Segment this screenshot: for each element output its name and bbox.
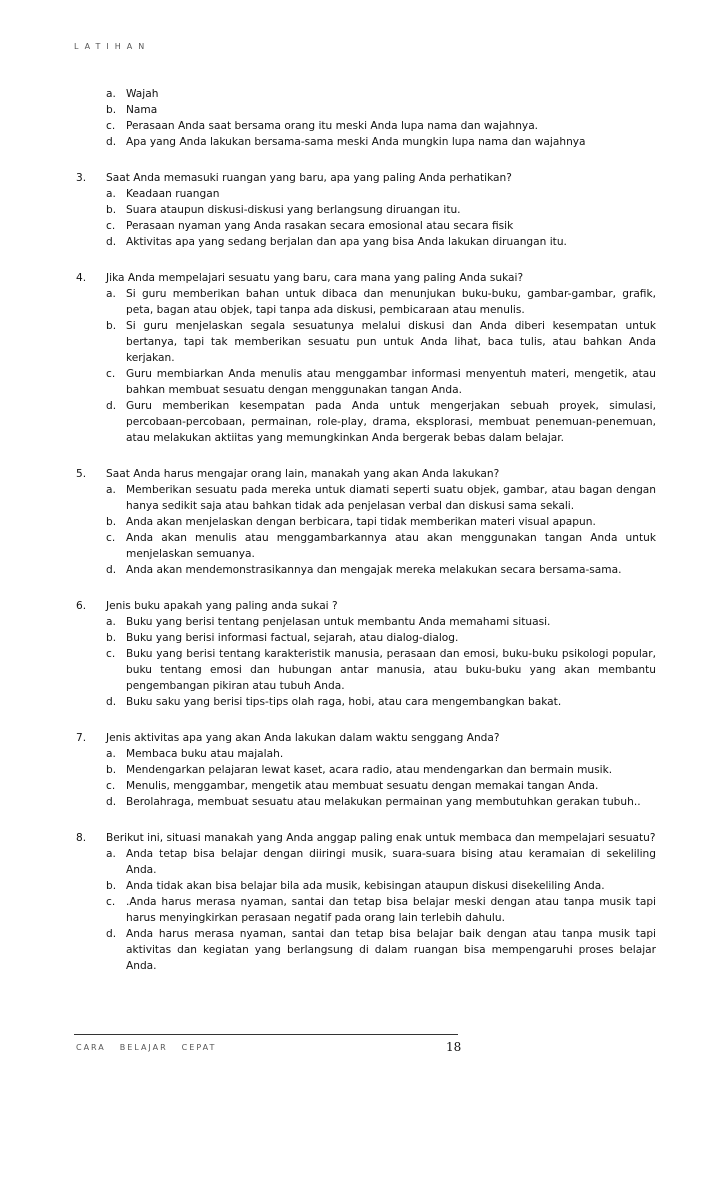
option-letter: d.	[106, 136, 117, 148]
option-letter: d.	[106, 236, 117, 248]
question-number: 4.	[76, 272, 87, 284]
option-item	[106, 694, 656, 710]
question-text: Saat Anda memasuki ruangan yang baru, apa yang paling Anda perhatikan?	[106, 172, 512, 184]
option-item	[106, 926, 656, 974]
option-item	[106, 482, 656, 514]
option-text: Buku saku yang berisi tips-tips olah raga, hobi, atau cara mengembangkan bakat.	[126, 696, 562, 708]
question-number: 8.	[76, 832, 87, 844]
option-list	[76, 614, 656, 710]
option-text: Buku yang berisi tentang penjelasan untuk membantu Anda memahami situasi.	[126, 616, 551, 628]
question-number: 7.	[76, 732, 87, 744]
option-letter: d.	[106, 400, 117, 412]
option-text: Keadaan ruangan	[126, 188, 220, 200]
question-7	[76, 730, 656, 810]
question-header	[76, 598, 656, 614]
question-text: Jenis aktivitas apa yang akan Anda lakukan dalam waktu senggang Anda?	[106, 732, 500, 744]
question-number: 3.	[76, 172, 87, 184]
option-letter: c.	[106, 648, 116, 660]
option-text: Guru memberikan kesempatan pada Anda untuk mengerjakan sebuah proyek, simulasi, percobaan-percobaan, permainan, role-play, drama, eksplorasi, membuat penemuan-penemuan, atau melakukan aktiitas yang memungkinkan Anda bergerak bebas dalam belajar.	[126, 400, 656, 444]
option-text: Anda harus merasa nyaman, santai dan tetap bisa belajar baik dengan atau tanpa musik tapi aktivitas dan kegiatan yang berlangsung di dalam ruangan bisa mempengaruhi proses belajar Anda.	[126, 928, 656, 972]
option-item	[106, 286, 656, 318]
option-letter: a.	[106, 188, 116, 200]
option-text: Mendengarkan pelajaran lewat kaset, acara radio, atau mendengarkan dan bermain musik.	[126, 764, 613, 776]
option-letter: d.	[106, 696, 117, 708]
question-text: Saat Anda harus mengajar orang lain, manakah yang akan Anda lakukan?	[106, 468, 500, 480]
footer-word: BELAJAR	[119, 1043, 168, 1052]
option-text: Aktivitas apa yang sedang berjalan dan apa yang bisa Anda lakukan diruangan itu.	[126, 236, 567, 248]
option-list	[76, 746, 656, 810]
option-item	[106, 398, 656, 446]
question-list	[76, 86, 656, 994]
option-text: Wajah	[126, 88, 159, 100]
question-header	[76, 270, 656, 286]
question-text: Jika Anda mempelajari sesuatu yang baru, cara mana yang paling Anda sukai?	[106, 272, 524, 284]
question-number: 5.	[76, 468, 87, 480]
option-letter: a.	[106, 484, 116, 496]
option-letter: a.	[106, 88, 116, 100]
option-text: Menulis, menggambar, mengetik atau membuat sesuatu dengan memakai tangan Anda.	[126, 780, 599, 792]
option-item	[106, 646, 656, 694]
question-3	[76, 170, 656, 250]
option-text: Anda akan mendemonstrasikannya dan mengajak mereka melakukan secara bersama-sama.	[126, 564, 622, 576]
option-item	[106, 794, 656, 810]
option-letter: b.	[106, 632, 117, 644]
option-item	[106, 846, 656, 878]
option-text: Suara ataupun diskusi-diskusi yang berlangsung diruangan itu.	[126, 204, 461, 216]
page-number: 18	[446, 1040, 462, 1054]
question-fragment	[76, 86, 656, 150]
option-letter: b.	[106, 104, 117, 116]
option-text: Guru membiarkan Anda menulis atau menggambar informasi menyentuh materi, mengetik, atau bahkan membuat sesuatu dengan menggunakan tangan Anda.	[126, 368, 656, 396]
running-footer	[76, 1043, 230, 1052]
option-letter: b.	[106, 204, 117, 216]
option-item	[106, 366, 656, 398]
option-text: .Anda harus merasa nyaman, santai dan tetap bisa belajar meski dengan atau tanpa musik tapi harus menyingkirkan perasaan negatif pada orang lain terlebih dahulu.	[126, 896, 656, 924]
option-letter: a.	[106, 288, 116, 300]
option-letter: b.	[106, 320, 117, 332]
option-item	[106, 118, 656, 134]
footer-word: CEPAT	[181, 1043, 217, 1052]
option-item	[106, 234, 656, 250]
question-header	[76, 170, 656, 186]
question-text: Berikut ini, situasi manakah yang Anda anggap paling enak untuk membaca dan mempelajari sesuatu?	[106, 832, 656, 844]
question-text: Jenis buku apakah yang paling anda sukai ?	[106, 600, 338, 612]
option-item	[106, 630, 656, 646]
option-item	[106, 894, 656, 926]
option-text: Anda akan menulis atau menggambarkannya atau akan menggunakan tangan Anda untuk menjelaskan semuanya.	[126, 532, 656, 560]
option-text: Nama	[126, 104, 158, 116]
option-letter: d.	[106, 796, 117, 808]
option-letter: d.	[106, 564, 117, 576]
option-text: Berolahraga, membuat sesuatu atau melakukan permainan yang membutuhkan gerakan tubuh..	[126, 796, 641, 808]
option-item	[106, 762, 656, 778]
option-letter: b.	[106, 880, 117, 892]
option-letter: c.	[106, 120, 116, 132]
option-letter: c.	[106, 896, 116, 908]
option-letter: a.	[106, 748, 116, 760]
option-item	[106, 562, 656, 578]
option-letter: c.	[106, 780, 116, 792]
option-item	[106, 202, 656, 218]
option-text: Anda tetap bisa belajar dengan diiringi musik, suara-suara bising atau keramaian di sekeliling Anda.	[126, 848, 656, 876]
option-list	[76, 186, 656, 250]
question-6	[76, 598, 656, 710]
questions-container	[76, 170, 656, 974]
running-header: LATIHAN	[74, 42, 151, 51]
option-list	[76, 286, 656, 446]
option-text: Apa yang Anda lakukan bersama-sama meski Anda mungkin lupa nama dan wajahnya	[126, 136, 586, 148]
question-5	[76, 466, 656, 578]
option-text: Si guru menjelaskan segala sesuatunya melalui diskusi dan Anda diberi kesempatan untuk bertanya, tapi tak memberikan sesuatu pun untuk Anda lihat, baca tulis, atau bahkan Anda kerjakan.	[126, 320, 656, 364]
option-text: Memberikan sesuatu pada mereka untuk diamati seperti suatu objek, gambar, atau bagan dengan hanya sedikit saja atau bahkan tidak ada penjelasan verbal dan diskusi sama sekali.	[126, 484, 656, 512]
option-text: Si guru memberikan bahan untuk dibaca dan menunjukan buku-buku, gambar-gambar, grafik, peta, bagan atau objek, tapi tanpa ada diskusi, pembicaraan atau menulis.	[126, 288, 656, 316]
option-item	[106, 778, 656, 794]
question-header	[76, 466, 656, 482]
option-text: Buku yang berisi tentang karakteristik manusia, perasaan dan emosi, buku-buku psikologi popular, buku tentang emosi dan hubungan antar manusia, atau buku-buku yang akan membantu pengembangan pikiran atau tubuh Anda.	[126, 648, 656, 692]
option-text: Buku yang berisi informasi factual, sejarah, atau dialog-dialog.	[126, 632, 459, 644]
option-letter: c.	[106, 220, 116, 232]
question-8	[76, 830, 656, 974]
option-letter: c.	[106, 532, 116, 544]
option-item	[106, 186, 656, 202]
option-text: Perasaan Anda saat bersama orang itu meski Anda lupa nama dan wajahnya.	[126, 120, 539, 132]
option-letter: c.	[106, 368, 116, 380]
question-header	[76, 730, 656, 746]
option-letter: b.	[106, 764, 117, 776]
option-item	[106, 102, 656, 118]
footer-word: CARA	[76, 1043, 106, 1052]
option-item	[106, 514, 656, 530]
question-header	[76, 830, 656, 846]
option-item	[106, 134, 656, 150]
footer-divider	[74, 1034, 458, 1035]
question-number: 6.	[76, 600, 87, 612]
option-item	[106, 614, 656, 630]
option-text: Anda tidak akan bisa belajar bila ada musik, kebisingan ataupun diskusi disekeliling Anda.	[126, 880, 605, 892]
question-4	[76, 270, 656, 446]
option-item	[106, 878, 656, 894]
option-text: Membaca buku atau majalah.	[126, 748, 284, 760]
option-list	[76, 846, 656, 974]
option-item	[106, 530, 656, 562]
option-text: Anda akan menjelaskan dengan berbicara, tapi tidak memberikan materi visual apapun.	[126, 516, 596, 528]
option-item	[106, 86, 656, 102]
option-letter: b.	[106, 516, 117, 528]
option-item	[106, 318, 656, 366]
option-letter: a.	[106, 848, 116, 860]
option-text: Perasaan nyaman yang Anda rasakan secara emosional atau secara fisik	[126, 220, 514, 232]
option-list	[76, 86, 656, 150]
option-item	[106, 746, 656, 762]
option-letter: a.	[106, 616, 116, 628]
option-letter: d.	[106, 928, 117, 940]
option-item	[106, 218, 656, 234]
option-list	[76, 482, 656, 578]
